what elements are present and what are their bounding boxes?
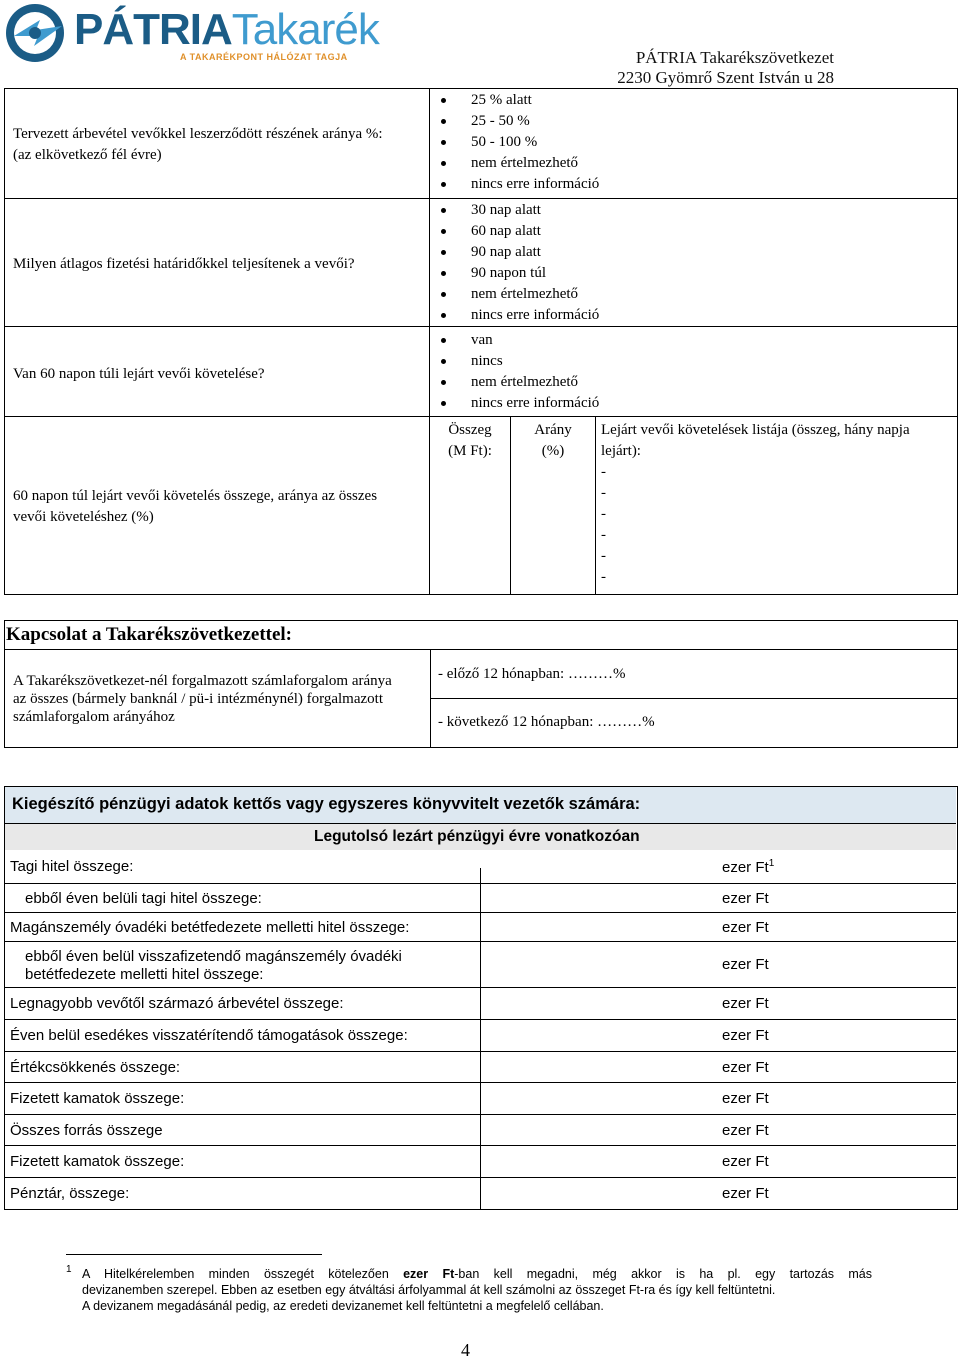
logo-tagline: A TAKARÉKPONT HÁLÓZAT TAGJA	[180, 52, 348, 62]
financial-row	[5, 883, 956, 913]
q2-options	[431, 200, 599, 326]
financial-row-input[interactable]	[481, 1083, 716, 1115]
financial-row-unit: ezer Ft	[722, 1153, 769, 1170]
footnote-number: 1	[66, 1264, 72, 1275]
q2-option[interactable]: nem értelmezhető	[431, 284, 599, 305]
next-12-months-field[interactable]: - következő 12 hónapban: ………%	[438, 714, 655, 730]
financial-row	[5, 1051, 956, 1083]
q4-amount-header-line2: (M Ft):	[448, 443, 492, 459]
q1-label-line1: Tervezett árbevétel vevőkkel leszerződött részének aránya %:	[13, 126, 383, 142]
financial-table	[4, 786, 958, 1210]
financial-row-input[interactable]	[481, 1115, 716, 1146]
relation-label-line1: A Takarékszövetkezet-nél forgalmazott számlaforgalom aránya	[13, 673, 392, 689]
q2-option[interactable]: 90 nap alatt	[431, 242, 599, 263]
relation-label-line3: számlaforgalom arányához	[13, 709, 175, 725]
financial-row-label: ebből éven belüli tagi hitel összege:	[25, 890, 262, 907]
footnote-line3: A devizanem megadásánál pedig, az eredeti devizanemet kell feltüntetni a megfelelő cellában.	[82, 1299, 604, 1313]
financial-row	[5, 1019, 956, 1052]
org-name: PÁTRIA Takarékszövetkezet	[635, 48, 834, 67]
footnote-rule	[66, 1254, 322, 1255]
financial-row-label: Összes forrás összege	[10, 1122, 163, 1139]
q4-list-header-line1: Lejárt vevői követelések listája (összeg, hány napja	[601, 422, 910, 438]
q4-label-line2: vevői követeléshez (%)	[13, 509, 154, 525]
financial-row-unit: ezer Ft	[722, 890, 769, 907]
financial-subtitle: Legutolsó lezárt pénzügyi évre vonatkozóan	[314, 828, 640, 845]
relation-title: Kapcsolat a Takarékszövetkezettel:	[6, 624, 293, 645]
financial-row-input[interactable]	[481, 1020, 716, 1052]
financial-row-unit: ezer Ft	[722, 919, 769, 936]
financial-row-input[interactable]	[481, 1146, 716, 1178]
financial-row-input[interactable]	[481, 913, 716, 942]
relation-label	[13, 672, 392, 726]
q3-label: Van 60 napon túli lejárt vevői követelése?	[13, 366, 265, 382]
prev-12-months-field[interactable]: - előző 12 hónapban: ………%	[438, 666, 626, 682]
footnote-line1: A Hitelkérelemben minden összegét kötelezően ezer Ft-ban kell megadni, még akkor is ha pl. egy tartozás más	[82, 1267, 872, 1281]
page-number: 4	[461, 1340, 470, 1360]
q3-option[interactable]: nincs erre információ	[431, 393, 599, 414]
q4-dash-entry[interactable]: -	[601, 485, 606, 501]
q3-options	[431, 330, 599, 414]
financial-row	[5, 851, 956, 883]
q4-dash-entry[interactable]: -	[601, 569, 606, 585]
financial-row-label: Éven belül esedékes visszatérítendő támogatások összege:	[10, 1027, 408, 1044]
financial-row	[5, 941, 956, 988]
relation-label-line2: az összes (bármely banknál / pü-i intézménynél) forgalmazott	[13, 691, 384, 707]
logo-wordmark: PÁTRIATakarék	[74, 5, 379, 54]
q4-amount-header	[430, 420, 510, 462]
patria-logo	[4, 2, 379, 68]
q2-option[interactable]: 90 napon túl	[431, 263, 599, 284]
q1-options	[431, 90, 599, 195]
financial-row-label: Magánszemély óvadéki betétfedezete melletti hitel összege:	[10, 919, 410, 936]
financial-row	[5, 1082, 956, 1115]
q4-dash-entry[interactable]: -	[601, 527, 606, 543]
financial-row-input[interactable]	[481, 1178, 716, 1209]
financial-row-unit: ezer Ft$^1$	[722, 858, 775, 876]
q1-option[interactable]: 25 - 50 %	[431, 111, 599, 132]
q1-label	[13, 124, 423, 166]
q3-option[interactable]: nem értelmezhető	[431, 372, 599, 393]
q2-label: Milyen átlagos fizetési határidőkkel teljesítenek a vevői?	[13, 256, 355, 272]
financial-row-label: Pénztár, összege:	[10, 1185, 130, 1202]
q1-option[interactable]: nem értelmezhető	[431, 153, 599, 174]
financial-row-unit: ezer Ft	[722, 1185, 769, 1202]
relation-table	[4, 620, 958, 748]
financial-row	[5, 1145, 956, 1178]
financial-row-unit: ezer Ft	[722, 1027, 769, 1044]
q2-option[interactable]: 30 nap alatt	[431, 200, 599, 221]
financial-row-label: ebből éven belül visszafizetendő magánszemély óvadéki betétfedezete melletti hitel összege:	[25, 948, 402, 983]
financial-row	[5, 987, 956, 1020]
q4-list-header-line2: lejárt):	[601, 443, 641, 459]
logo-emblem-icon	[4, 2, 70, 64]
financial-row	[5, 912, 956, 942]
q4-list-header	[601, 420, 953, 588]
financial-row-unit: ezer Ft	[722, 1090, 769, 1107]
footnote-line2: devizanemben szerepel. Ebben az esetben egy átváltási árfolyammal át kell számolni az összeget Ft-ra és így kell feltüntetni.	[82, 1283, 776, 1297]
financial-row-input[interactable]	[481, 884, 716, 913]
financial-row-label: Fizetett kamatok összege:	[10, 1153, 185, 1170]
q4-ratio-header-line1: Arány	[534, 422, 572, 438]
q3-option[interactable]: nincs	[431, 351, 599, 372]
financial-title: Kiegészítő pénzügyi adatok kettős vagy egyszeres könyvvitelt vezetők számára:	[12, 795, 641, 813]
financial-row-label: Tagi hitel összege:	[10, 858, 134, 875]
q2-option[interactable]: 60 nap alatt	[431, 221, 599, 242]
q4-label-line1: 60 napon túl lejárt vevői követelés összege, aránya az összes	[13, 488, 378, 504]
financial-row-input[interactable]	[481, 988, 716, 1020]
q4-amount-header-line1: Összeg	[448, 422, 492, 438]
financial-row-input[interactable]	[481, 1052, 716, 1083]
org-address: 2230 Gyömrő Szent István u 28	[617, 68, 834, 87]
q4-dash-entry[interactable]: -	[601, 464, 606, 480]
financial-row-input[interactable]	[481, 851, 716, 883]
financial-row-unit: ezer Ft	[722, 995, 769, 1012]
q4-dash-entry[interactable]: -	[601, 548, 606, 564]
q3-option[interactable]: van	[431, 330, 599, 351]
q2-option[interactable]: nincs erre információ	[431, 305, 599, 326]
financial-row-input[interactable]	[481, 942, 716, 988]
q4-ratio-header-line2: (%)	[541, 443, 565, 459]
financial-row-unit: ezer Ft	[722, 1122, 769, 1139]
footnote	[82, 1266, 872, 1314]
financial-row	[5, 1114, 956, 1146]
financial-row-unit: ezer Ft	[722, 1059, 769, 1076]
q4-ratio-header	[511, 420, 595, 462]
financial-row-label: Fizetett kamatok összege:	[10, 1090, 185, 1107]
q1-label-line2: (az elkövetkező fél évre)	[13, 147, 162, 163]
q1-option[interactable]: 50 - 100 %	[431, 132, 599, 153]
footnote-ref: 1	[768, 858, 775, 869]
questions-table	[4, 88, 958, 595]
financial-row-label: Legnagyobb vevőtől származó árbevétel összege:	[10, 995, 344, 1012]
q4-dash-entry[interactable]: -	[601, 506, 606, 522]
org-header	[617, 48, 834, 88]
financial-row-unit: ezer Ft	[722, 956, 769, 973]
q4-dash-list	[601, 462, 953, 588]
financial-row	[5, 1177, 956, 1209]
q1-option[interactable]: nincs erre információ	[431, 174, 599, 195]
financial-row-label: Értékcsökkenés összege:	[10, 1059, 181, 1076]
q1-option[interactable]: 25 % alatt	[431, 90, 599, 111]
q4-label	[13, 486, 423, 528]
